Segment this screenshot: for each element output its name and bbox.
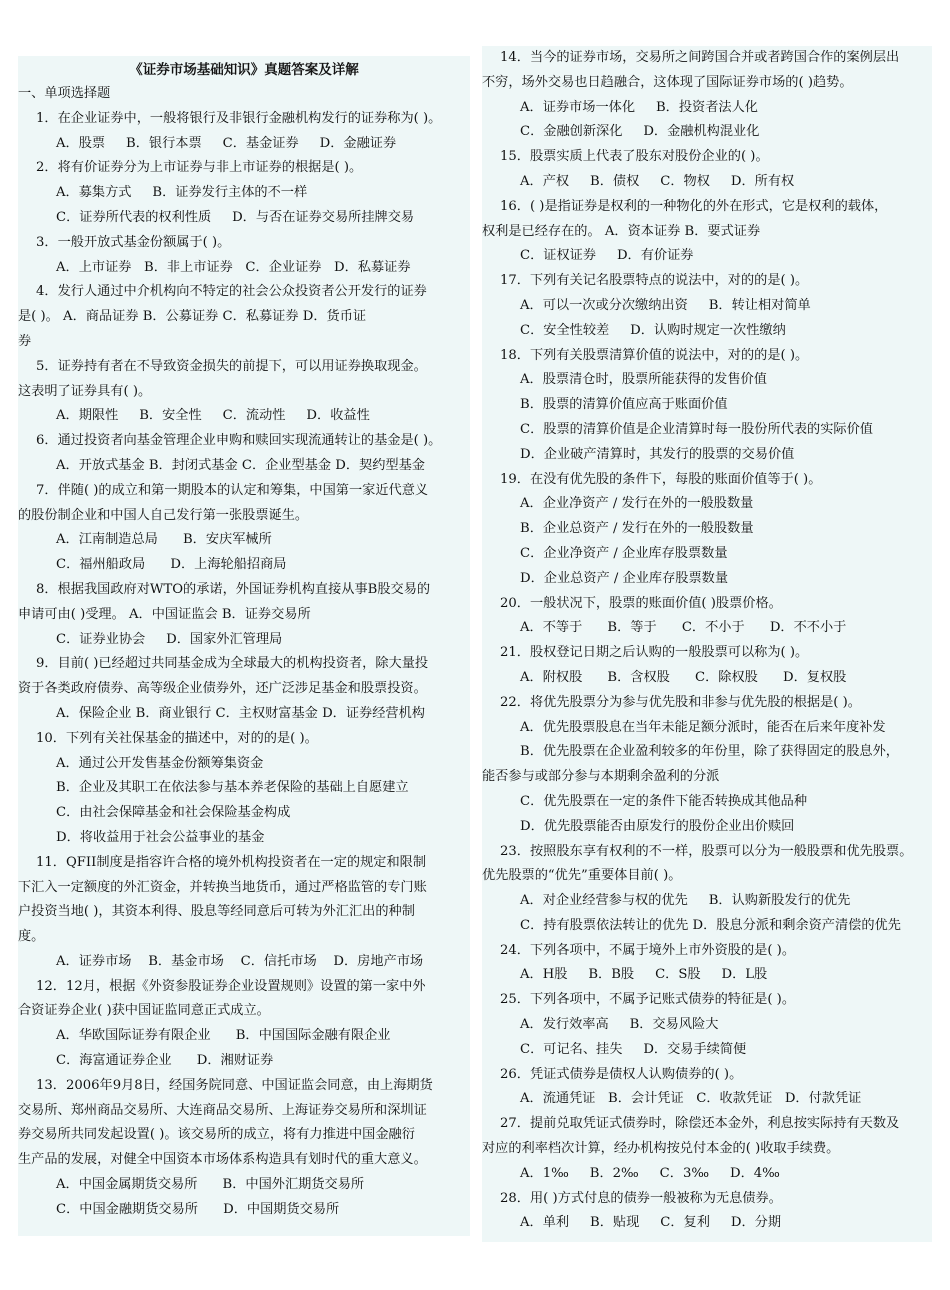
answer-options: A．开放式基金 B．封闭式基金 C．企业型基金 D．契约型基金: [56, 457, 425, 473]
question-stem: 12．12月，根据《外资参股证券企业设置规则》设置的第一家中外: [36, 978, 426, 994]
answer-options: A．股票 B．银行本票 C．基金证券 D．金融证券: [56, 135, 397, 151]
question-continuation: 这表明了证券具有( )。: [18, 383, 152, 399]
answer-options: A．H股 B．B股 C．S股 D．L股: [520, 967, 768, 983]
answer-options: C．证权证券 D．有价证券: [520, 248, 694, 264]
answer-options: C．优先股票在一定的条件下能否转换成其他品种: [520, 793, 808, 809]
answer-options: A．1‰ B．2‰ C．3‰ D．4‰: [520, 1165, 780, 1181]
question-stem: 21．股权登记日期之后认购的一般股票可以称为( )。: [500, 645, 809, 661]
question-continuation: 是( )。 A．商品证券 B．公募证券 C．私募证券 D．货币证: [18, 309, 367, 325]
question-stem: 28．用( )方式付息的债券一般被称为无息债券。: [500, 1190, 782, 1206]
question-continuation: 交易所、郑州商品交易所、大连商品交易所、上海证券交易所和深圳证: [18, 1102, 427, 1118]
question-stem: 6．通过投资者向基金管理企业申购和赎回实现流通转让的基金是( )。: [36, 433, 442, 449]
answer-options: A．华欧国际证券有限企业 B．中国国际金融有限企业: [56, 1028, 391, 1044]
question-stem: 1．在企业证券中，一般将银行及非银行金融机构发行的证券称为( )。: [36, 110, 442, 126]
question-stem: 4．发行人通过中介机构向不特定的社会公众投资者公开发行的证券: [36, 284, 427, 300]
question-stem: 22．将优先股票分为参与优先股和非参与优先股的根据是( )。: [500, 694, 861, 710]
answer-options: C．证券所代表的权利性质 D．与否在证券交易所挂牌交易: [56, 209, 415, 225]
answer-options: A．企业净资产 / 发行在外的一般股数量: [520, 496, 754, 512]
answer-options: C．企业净资产 / 企业库存股票数量: [520, 545, 728, 561]
answer-options: A．流通凭证 B．会计凭证 C．收款凭证 D．付款凭证: [520, 1091, 862, 1107]
answer-options: B．企业及其职工在依法参与基本养老保险的基础上自愿建立: [56, 780, 409, 796]
answer-options: A．中国金属期货交易所 B．中国外汇期货交易所: [56, 1177, 365, 1193]
question-stem: 26．凭证式债券是债权人认购债券的( )。: [500, 1066, 743, 1082]
answer-options: C．福州船政局 D．上海轮船招商局: [56, 557, 287, 573]
document-title: 《证券市场基础知识》真题答案及详解: [129, 62, 359, 78]
question-stem: 9．目前( )已经超过共同基金成为全球最大的机构投资者，除大量投: [36, 656, 429, 672]
answer-options: B．优先股票在企业盈利较多的年份里，除了获得固定的股息外，: [520, 744, 899, 760]
question-continuation: 券: [18, 333, 32, 349]
answer-options: A．证券市场一体化 B．投资者法人化: [520, 99, 758, 115]
answer-options: C．持有股票依法转让的优先 D．股息分派和剩余资产清偿的优先: [520, 917, 901, 933]
answer-options: C．中国金融期货交易所 D．中国期货交易所: [56, 1201, 340, 1217]
answer-options: A．江南制造总局 B．安庆军械所: [56, 532, 272, 548]
question-stem: 23．按照股东享有权利的不一样，股票可以分为一般股票和优先股票。: [500, 843, 913, 859]
question-stem: 24．下列各项中，不属于境外上市外资股的是( )。: [500, 942, 796, 958]
question-continuation: 度。: [18, 929, 45, 945]
question-continuation: 户投资当地( )，其资本利得、股息等经同意后可转为外汇汇出的种制: [18, 904, 415, 920]
left-question-list: [18, 107, 470, 1223]
left-column: [18, 56, 470, 1236]
answer-options: B．股票的清算价值应高于账面价值: [520, 397, 728, 413]
answer-options: A．上市证券 B．非上市证券 C．企业证券 D．私募证券: [56, 259, 411, 275]
question-continuation: 对应的利率档次计算，经办机构按兑付本金的( )收取手续费。: [482, 1141, 840, 1157]
question-stem: 15．股票实质上代表了股东对股份企业的( )。: [500, 149, 769, 165]
question-stem: 14．当今的证券市场，交易所之间跨国合并或者跨国合作的案例层出: [500, 50, 900, 65]
question-stem: 3．一般开放式基金份额属于( )。: [36, 234, 231, 250]
answer-options: D．企业总资产 / 企业库存股票数量: [520, 570, 729, 586]
answer-options: A．对企业经营参与权的优先 B．认购新股发行的优先: [520, 893, 851, 909]
answer-options: D．企业破产清算时，其发行的股票的交易价值: [520, 446, 795, 462]
question-stem: 7．伴随( )的成立和第一期股本的认定和筹集，中国第一家近代意义: [36, 482, 429, 498]
question-stem: 25．下列各项中，不属予记账式债券的特征是( )。: [500, 992, 796, 1008]
question-continuation: 券交易所共同发起设置( )。该交易所的成立，将有力推进中国金融衍: [18, 1127, 415, 1143]
answer-options: A．证券市场 B．基金市场 C．信托市场 D．房地产市场: [56, 953, 424, 969]
answer-options: A．股票清仓时，股票所能获得的发售价值: [520, 372, 767, 388]
question-continuation: 能否参与或部分参与本期剩余盈利的分派: [482, 769, 720, 785]
answer-options: D．将收益用于社会公益事业的基金: [56, 829, 265, 845]
answer-options: C．海富通证券企业 D．湘财证券: [56, 1053, 274, 1069]
question-stem: 27．提前兑取凭证式债券时，除偿还本金外，利息按实际持有天数及: [500, 1116, 900, 1132]
answer-options: A．通过公开发售基金份额筹集资金: [56, 755, 264, 771]
answer-options: A．可以一次或分次缴纳出资 B．转让相对简单: [520, 297, 811, 313]
question-stem: 10．下列有关社保基金的描述中，对的的是( )。: [36, 730, 318, 746]
answer-options: A．发行效率高 B．交易风险大: [520, 1017, 719, 1033]
question-stem: 17．下列有关记名股票特点的说法中，对的的是( )。: [500, 273, 809, 289]
answer-options: C．证券业协会 D．国家外汇管理局: [56, 631, 283, 647]
answer-options: A．期限性 B．安全性 C．流动性 D．收益性: [56, 408, 370, 424]
question-continuation: 资于各类政府债券、高等级企业债券外，还广泛涉足基金和股票投资。: [18, 681, 427, 697]
question-continuation: 权利是已经存在的。 A．资本证券 B．要式证券: [482, 223, 761, 239]
answer-options: A．优先股票股息在当年未能足额分派时，能否在后来年度补发: [520, 719, 886, 735]
answer-options: C．金融创新深化 D．金融机构混业化: [520, 124, 760, 140]
answer-options: A．附权股 B．含权股 C．除权股 D．复权股: [520, 669, 847, 685]
question-stem: 11．QFII制度是指容许合格的境外机构投资者在一定的规定和限制: [36, 854, 427, 870]
question-continuation: 优先股票的“优先”重要体目前( )。: [482, 868, 682, 884]
answer-options: D．优先股票能否由原发行的股份企业出价赎回: [520, 818, 795, 834]
answer-options: B．企业总资产 / 发行在外的一般股数量: [520, 521, 754, 537]
question-stem: 18．下列有关股票清算价值的说法中，对的的是( )。: [500, 347, 809, 363]
question-continuation: 下汇入一定额度的外汇资金，并转换当地货币，通过严格监管的专门账: [18, 879, 427, 895]
answer-options: A．不等于 B．等于 C．不小于 D．不不小于: [520, 620, 847, 636]
question-stem: 8．根据我国政府对WTO的承诺，外国证券机构直接从事B股交易的: [36, 581, 431, 597]
answer-options: A．单利 B．贴现 C．复利 D．分期: [520, 1215, 782, 1231]
answer-options: A．募集方式 B．证券发行主体的不一样: [56, 185, 308, 201]
question-stem: 19．在没有优先股的条件下，每股的账面价值等于( )。: [500, 471, 822, 487]
question-continuation: 申请可由( )受理。 A．中国证监会 B．证券交易所: [18, 606, 311, 622]
answer-options: C．可记名、挂失 D．交易手续简便: [520, 1041, 747, 1057]
right-column: [482, 46, 932, 1242]
answer-options: A．产权 B．债权 C．物权 D．所有权: [520, 173, 795, 189]
question-continuation: 不穷，场外交易也日趋融合，这体现了国际证券市场的( )趋势。: [482, 74, 853, 90]
answer-options: C．安全性较差 D．认购时规定一次性缴纳: [520, 322, 786, 338]
question-continuation: 合资证券企业( )获中国证监同意正式成立。: [18, 1003, 270, 1019]
answer-options: A．保险企业 B．商业银行 C．主权财富基金 D．证券经营机构: [56, 705, 425, 721]
answer-options: C．由社会保障基金和社会保险基金构成: [56, 805, 291, 821]
right-question-list: [482, 46, 932, 1236]
question-stem: 13．2006年9月8日，经国务院同意、中国证监会同意，由上海期货: [36, 1077, 433, 1093]
question-stem: 2．将有价证券分为上市证券与非上市证券的根据是( )。: [36, 160, 363, 176]
question-continuation: 生产品的发展，对健全中国资本市场体系构造具有划时代的重大意义。: [18, 1152, 427, 1168]
section-heading: 一、单项选择题: [18, 86, 111, 101]
question-stem: 20．一般状况下，股票的账面价值( )股票价格。: [500, 595, 782, 611]
question-stem: 16．( )是指证券是权利的一种物化的外在形式，它是权利的载体，: [500, 198, 888, 214]
question-continuation: 的股份制企业和中国人自己发行第一张股票诞生。: [18, 507, 309, 523]
answer-options: C．股票的清算价值是企业清算时每一股份所代表的实际价值: [520, 421, 873, 437]
question-stem: 5．证券持有者在不导致资金损失的前提下，可以用证券换取现金。: [36, 358, 427, 374]
